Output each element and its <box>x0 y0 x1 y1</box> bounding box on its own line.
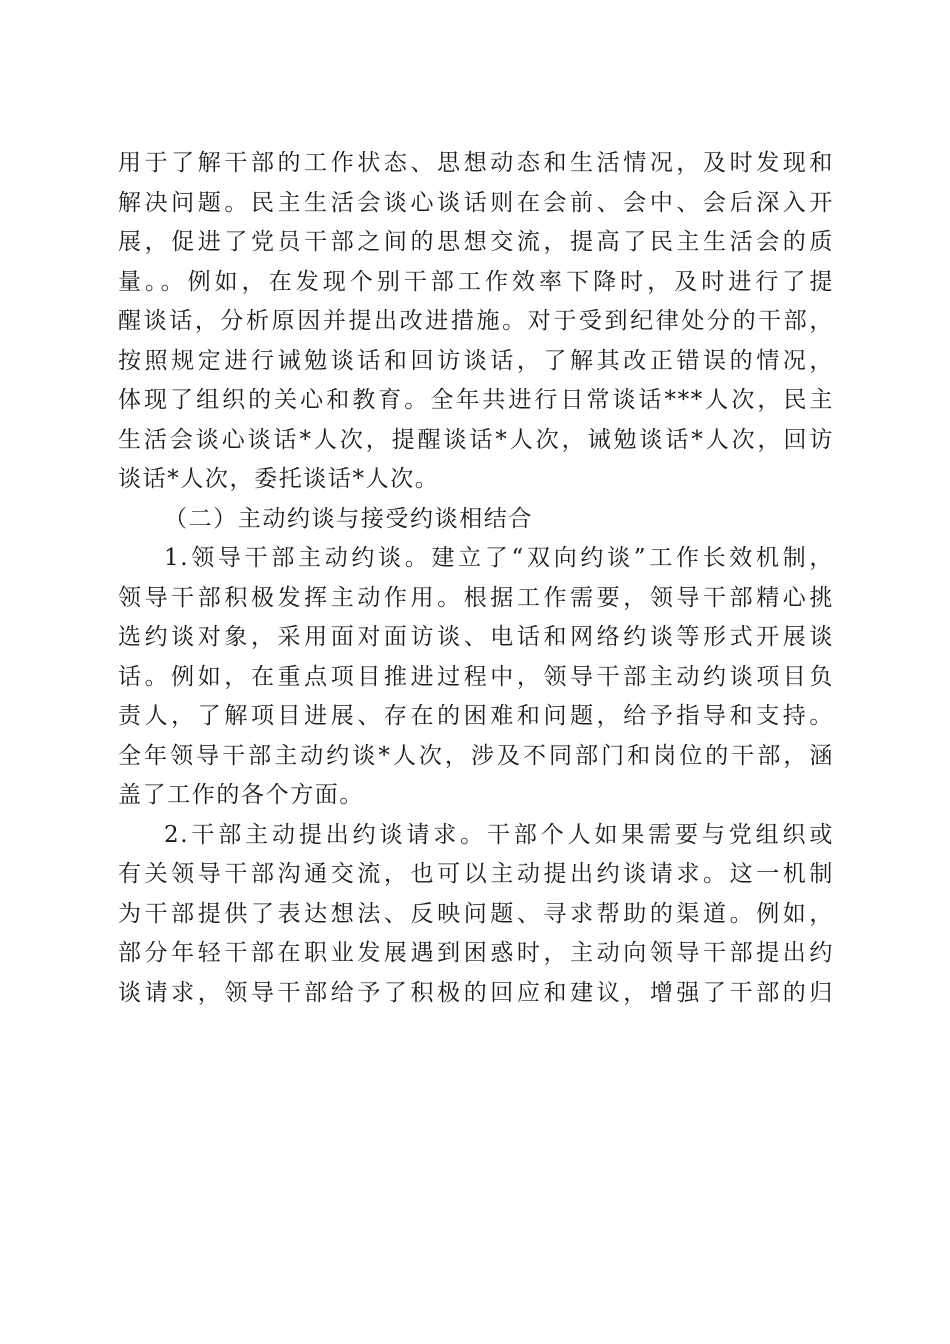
document-body <box>118 144 834 1013</box>
text-line: 用于了解干部的工作状态、思想动态和生活情况，及时发现和 <box>118 150 834 176</box>
text-line: 量。。例如，在发现个别干部工作效率下降时，及时进行了提 <box>118 268 834 295</box>
text-line: 有关领导干部沟通交流，也可以主动提出约谈请求。这一机制 <box>118 861 834 887</box>
text-line: 按照规定进行诫勉谈话和回访谈话，了解其改正错误的情况， <box>118 347 834 374</box>
text-line: 解决问题。民主生活会谈心谈话则在会前、会中、会后深入开 <box>118 189 834 216</box>
text-line: 话。例如，在重点项目推进过程中，领导干部主动约谈项目负 <box>118 663 834 690</box>
section-heading: （二）主动约谈与接受约谈相结合 <box>164 505 533 532</box>
text-line: 部分年轻干部在职业发展遇到困惑时，主动向领导干部提出约 <box>118 940 834 966</box>
text-line: 展，促进了党员干部之间的思想交流，提高了民主生活会的质 <box>118 229 834 255</box>
text-line: 领导干部积极发挥主动作用。根据工作需要，领导干部精心挑 <box>118 584 834 611</box>
paragraph-start: 2.干部主动提出约谈请求。干部个人如果需要与党组织或 <box>164 821 834 848</box>
text-line: 体现了组织的关心和教育。全年共进行日常谈话***人次，民主 <box>118 387 834 413</box>
text-line: 生活会谈心谈话*人次，提醒谈话*人次，诫勉谈话*人次，回访 <box>118 426 834 453</box>
text-line: 为干部提供了表达想法、反映问题、寻求帮助的渠道。例如， <box>118 900 834 927</box>
text-line: 醒谈话，分析原因并提出改进措施。对于受到纪律处分的干部， <box>118 308 834 334</box>
text-line: 全年领导干部主动约谈*人次，涉及不同部门和岗位的干部，涵 <box>118 742 834 769</box>
text-line: 盖了工作的各个方面。 <box>118 782 364 808</box>
text-line: 谈话*人次，委托谈话*人次。 <box>118 466 440 492</box>
text-line: 谈请求，领导干部给予了积极的回应和建议，增强了干部的归 <box>118 979 834 1006</box>
paragraph-start: 1.领导干部主动约谈。建立了“双向约谈”工作长效机制， <box>164 545 834 571</box>
text-line: 选约谈对象，采用面对面访谈、电话和网络约谈等形式开展谈 <box>118 624 834 650</box>
text-line: 责人，了解项目进展、存在的困难和问题，给予指导和支持。 <box>118 703 834 729</box>
